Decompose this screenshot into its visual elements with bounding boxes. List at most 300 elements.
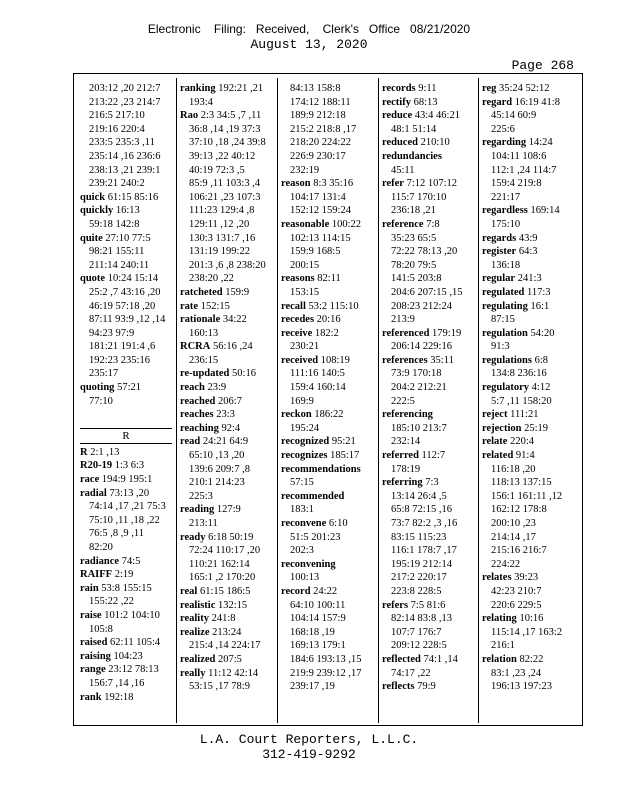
index-page-refs: 16:19 41:8 — [514, 96, 560, 108]
spacer — [80, 408, 172, 422]
index-page-refs: 235:14 ,16 236:6 — [89, 150, 161, 162]
index-page-refs: 2:3 34:5 ,7 ,11 — [200, 110, 262, 122]
index-page-refs: 23:3 — [216, 409, 235, 421]
index-page-refs: 118:13 137:15 — [491, 477, 552, 489]
index-page-refs: 219:16 220:4 — [89, 123, 145, 135]
index-page-refs: 87:11 93:9 ,12 ,14 — [89, 314, 166, 326]
index-page-refs: 57:15 — [290, 477, 314, 489]
index-page-refs: 42:23 210:7 — [491, 585, 542, 597]
index-entry — [281, 177, 375, 191]
index-page-refs: 159:4 219:8 — [491, 178, 542, 190]
index-page-refs: 107:7 176:7 — [391, 626, 442, 638]
index-page-refs: 105:8 — [89, 623, 113, 635]
index-page-refs: 43:9 — [518, 232, 538, 244]
index-entry — [382, 109, 476, 123]
index-entry — [482, 435, 580, 449]
reporter-company: L.A. Court Reporters, L.L.C. — [199, 732, 419, 747]
index-page-refs: 139:6 209:7 ,8 — [189, 463, 250, 475]
index-page-refs: 82:20 — [89, 542, 113, 553]
index-entry — [281, 300, 375, 314]
index-entry — [382, 150, 476, 164]
index-page-refs: 76:5 ,8 ,9 ,11 — [89, 528, 145, 540]
index-term: regulatory — [482, 382, 530, 394]
index-page-refs: 4:12 — [531, 382, 551, 394]
index-page-refs: 83:1 ,23 ,24 — [491, 667, 542, 679]
index-term: rectify — [382, 96, 411, 108]
index-page-refs: 102:13 114:15 — [290, 232, 351, 244]
index-entry — [382, 136, 476, 150]
index-page-refs: 196:13 197:23 — [491, 681, 552, 693]
index-term: rain — [80, 582, 99, 594]
index-page-refs: 8:3 35:16 — [313, 178, 354, 190]
index-term: refer — [382, 178, 404, 190]
column-divider — [478, 78, 479, 723]
index-term: ratcheted — [180, 286, 223, 298]
index-entry — [180, 367, 272, 381]
index-page-refs: 84:13 158:8 — [290, 83, 341, 94]
index-page-refs: 207:5 — [218, 653, 242, 665]
index-page-refs: 204:2 212:21 — [391, 382, 447, 394]
index-page-refs: 65:10 ,13 ,20 — [189, 450, 245, 462]
index-term: relate — [482, 436, 508, 448]
index-page-refs: 225:3 — [189, 490, 213, 502]
index-page-refs: 195:19 212:14 — [391, 558, 452, 570]
index-page-refs: 232:14 — [391, 436, 421, 448]
index-page-refs: 223:8 228:5 — [391, 585, 442, 597]
index-term: quoting — [80, 382, 115, 394]
index-entry — [482, 653, 580, 667]
index-page-refs: 241:8 — [211, 613, 236, 625]
index-page-refs: 222:5 — [391, 395, 415, 407]
index-page-refs: 179:19 — [432, 327, 462, 339]
index-page-refs: 192:23 235:16 — [89, 354, 150, 366]
index-page-refs: 64:3 — [518, 246, 538, 258]
index-term: recognized — [281, 436, 330, 448]
index-page-refs: 209:12 228:5 — [391, 640, 447, 652]
index-page-refs: 2:1 ,13 — [90, 446, 120, 458]
reporter-phone: 312-419-9292 — [262, 747, 356, 762]
index-page-refs: 215:4 ,14 224:17 — [189, 640, 261, 652]
index-page-refs: 92:4 — [221, 422, 241, 434]
index-term: really — [180, 667, 206, 679]
index-entry — [482, 354, 580, 368]
index-term: R20-19 — [80, 460, 113, 472]
index-term: recall — [281, 300, 306, 312]
index-page-refs: 200:15 — [290, 259, 320, 271]
page-number: Page 268 — [511, 58, 574, 73]
index-page-refs: 10:16 — [519, 613, 544, 625]
index-page-refs: 56:16 ,24 — [212, 341, 253, 353]
index-column-2 — [180, 82, 272, 719]
index-page-refs: 53:15 ,17 78:9 — [189, 681, 250, 693]
index-page-refs: 87:15 — [491, 314, 515, 326]
index-entry — [382, 653, 476, 667]
index-page-refs: 174:12 188:11 — [290, 96, 351, 108]
index-page-refs: 98:21 155:11 — [89, 246, 145, 258]
index-page-refs: 23:9 — [207, 382, 227, 394]
index-entry — [80, 272, 172, 286]
index-page-refs: 39:13 ,22 40:12 — [189, 150, 256, 162]
index-page-refs: 224:22 — [491, 558, 521, 570]
index-term: quickly — [80, 205, 114, 217]
index-page-refs: 136:18 — [491, 259, 521, 271]
index-page-refs: 40:19 72:3 ,5 — [189, 164, 245, 176]
index-page-refs: 53:8 155:15 — [101, 582, 152, 594]
index-page-refs: 195:24 — [290, 422, 320, 434]
index-page-refs: 232:19 — [290, 164, 320, 176]
index-page-refs: 156:7 ,14 ,16 — [89, 677, 145, 689]
index-term: relation — [482, 653, 517, 665]
index-page-refs: 213:9 — [391, 314, 415, 326]
index-page-refs: 24:21 64:9 — [202, 436, 249, 448]
index-page-refs: 2:19 — [114, 569, 134, 581]
index-entry — [180, 82, 272, 96]
index-entry — [281, 585, 375, 599]
index-page-refs: 112:7 — [421, 450, 446, 462]
index-term: reg — [482, 83, 497, 94]
index-term: reached — [180, 395, 216, 407]
index-entry — [281, 449, 375, 463]
index-page-refs: 50:16 — [232, 368, 256, 380]
index-entry — [80, 568, 172, 582]
index-page-refs: 202:3 — [290, 545, 314, 557]
index-term: regardless — [482, 205, 528, 217]
index-entry — [281, 408, 375, 422]
index-page-refs: 34:22 — [222, 314, 247, 326]
index-page-refs: 100:22 — [331, 218, 362, 230]
index-page-refs: 203:12 ,20 212:7 — [89, 83, 161, 94]
index-term: regular — [482, 273, 516, 285]
index-page-refs: 27:10 77:5 — [105, 232, 151, 244]
index-entry — [482, 204, 580, 218]
index-term: relating — [482, 613, 517, 625]
index-term: reaching — [180, 422, 219, 434]
index-entry — [180, 667, 272, 681]
index-page-refs: 152:12 159:24 — [290, 205, 351, 217]
index-page-refs: 73:13 ,20 — [109, 487, 150, 499]
index-entry — [281, 354, 375, 368]
index-page-refs: 134:8 236:16 — [491, 368, 547, 380]
index-page-refs: 115:7 170:10 — [391, 191, 447, 203]
index-term: rank — [80, 691, 102, 703]
index-term: reject — [482, 409, 508, 421]
index-entry — [482, 136, 580, 150]
index-page-refs: 116:18 ,20 — [491, 463, 536, 475]
index-entry — [281, 435, 375, 449]
index-page-refs: 59:18 142:8 — [89, 218, 140, 230]
index-entry — [80, 663, 172, 677]
index-entry — [382, 354, 476, 368]
index-entry — [180, 531, 272, 545]
index-term: quote — [80, 273, 106, 285]
index-page-refs: 82:11 — [317, 273, 341, 285]
index-term: refers — [382, 599, 409, 611]
index-page-refs: 169:13 179:1 — [290, 640, 346, 652]
index-page-refs: 6:8 — [534, 354, 549, 366]
index-page-refs: 189:9 212:18 — [290, 110, 346, 122]
index-page-refs: 57:21 — [117, 382, 141, 394]
index-entry — [482, 245, 580, 259]
index-page-refs: 213:22 ,23 214:7 — [89, 96, 161, 108]
index-page-refs: 185:17 — [330, 450, 360, 462]
column-divider — [378, 78, 379, 723]
index-page-refs: 54:20 — [530, 327, 555, 339]
index-page-refs: 53:2 115:10 — [308, 300, 359, 312]
index-entry — [180, 313, 272, 327]
index-entry — [80, 446, 172, 460]
index-page-refs: 37:10 ,18 ,24 39:8 — [189, 137, 266, 149]
index-page-refs: 106:21 ,23 107:3 — [189, 191, 261, 203]
index-term: recognizes — [281, 450, 328, 462]
index-page-refs: 216:1 — [491, 640, 515, 652]
index-term: receive — [281, 327, 313, 339]
index-entry — [180, 653, 272, 667]
index-page-refs: 221:17 — [491, 191, 521, 203]
index-entry — [482, 422, 580, 436]
index-column-5 — [482, 82, 580, 719]
index-entry — [80, 609, 172, 623]
index-page-refs: 91:3 — [491, 341, 510, 353]
index-page-refs: 159:4 160:14 — [290, 382, 346, 394]
index-term: regarding — [482, 137, 527, 149]
index-entry — [281, 218, 375, 232]
index-page-refs: 193:4 — [189, 96, 213, 108]
index-term: ranking — [180, 83, 216, 94]
index-term: reduced — [382, 137, 418, 149]
index-page-refs: 192:18 — [104, 691, 134, 703]
index-term: reflects — [382, 681, 415, 693]
index-page-refs: 131:19 199:22 — [189, 246, 250, 258]
index-page-refs: 79:9 — [417, 681, 436, 693]
index-page-refs: 115:14 ,17 163:2 — [491, 626, 563, 638]
index-page-refs: 215:2 218:8 ,17 — [290, 123, 357, 135]
index-page-refs: 101:2 104:10 — [104, 609, 160, 621]
index-entry — [382, 599, 476, 613]
index-term: reconvening — [281, 558, 336, 570]
index-entry — [281, 272, 375, 286]
index-term: rationale — [180, 314, 221, 326]
index-page-refs: 159:9 — [225, 286, 250, 298]
index-term: references — [382, 354, 428, 366]
index-page-refs: 75:10 ,11 ,18 ,22 — [89, 514, 160, 526]
index-page-refs: 206:7 — [218, 395, 242, 407]
index-page-refs: 204:6 207:15 ,15 — [391, 286, 463, 298]
index-term: reach — [180, 382, 205, 394]
index-page-refs: 152:15 — [200, 300, 230, 312]
index-page-refs: 129:11 ,12 ,20 — [189, 218, 250, 230]
index-page-refs: 74:14 ,17 ,21 75:3 — [89, 501, 166, 513]
index-page-refs: 200:10 ,23 — [491, 518, 536, 529]
index-page-refs: 9:11 — [418, 83, 437, 94]
index-term: RAIFF — [80, 569, 113, 581]
index-term: relates — [482, 572, 512, 584]
index-column-3 — [281, 82, 375, 719]
index-page-refs: 68:13 — [413, 96, 438, 108]
index-term: raised — [80, 637, 108, 649]
index-page-refs: 78:20 79:5 — [391, 259, 437, 271]
index-page-refs: 213:24 — [212, 626, 242, 638]
index-page-refs: 182:2 — [314, 327, 339, 339]
index-term: regard — [482, 96, 513, 108]
index-term: related — [482, 450, 514, 462]
index-page-refs: 219:9 239:12 ,17 — [290, 667, 362, 679]
index-page-refs: 181:21 191:4 ,6 — [89, 341, 156, 353]
index-page-refs: 162:12 178:8 — [491, 504, 547, 516]
index-term: RCRA — [180, 341, 211, 353]
index-page-refs: 7:3 — [425, 477, 439, 489]
index-page-refs: 7:5 81:6 — [410, 599, 446, 611]
index-page-refs: 104:11 108:6 — [491, 150, 547, 162]
index-page-refs: 111:16 140:5 — [290, 368, 345, 380]
index-page-refs: 91:4 — [515, 450, 535, 462]
index-page-refs: 77:10 — [89, 395, 113, 407]
index-page-refs: 94:23 97:9 — [89, 327, 135, 339]
index-entry — [382, 449, 476, 463]
index-term: reckon — [281, 409, 312, 421]
index-page-refs: 194:9 195:1 — [101, 474, 153, 486]
index-entry — [482, 571, 580, 585]
index-entry — [80, 473, 172, 487]
index-page-refs: 175:10 — [491, 218, 521, 230]
index-entry — [482, 449, 580, 463]
index-entry — [80, 459, 172, 473]
index-entry — [180, 109, 272, 123]
index-term: reading — [180, 504, 215, 516]
index-page-refs: 218:20 224:22 — [290, 137, 351, 149]
index-term: reality — [180, 613, 209, 625]
index-entry — [382, 96, 476, 110]
index-term: referencing — [382, 409, 433, 421]
index-entry — [281, 463, 375, 477]
index-page-refs: 127:9 — [216, 504, 241, 516]
index-page-refs: 74:1 ,14 — [423, 653, 458, 665]
index-entry — [482, 232, 580, 246]
index-term: rate — [180, 300, 199, 312]
index-page-refs: 73:9 170:18 — [391, 368, 442, 380]
index-term: read — [180, 436, 201, 448]
index-page-refs: 51:5 201:23 — [290, 531, 341, 543]
index-term: raise — [80, 609, 102, 621]
index-page-refs: 241:3 — [517, 273, 542, 285]
index-page-refs: 35:24 52:12 — [499, 83, 550, 94]
index-page-refs: 7:12 107:12 — [406, 178, 458, 190]
index-page-refs: 104:23 — [113, 650, 143, 662]
index-page-refs: 111:21 — [510, 409, 539, 421]
index-entry — [180, 422, 272, 436]
index-entry — [281, 517, 375, 531]
index-page-refs: 238:20 ,22 — [189, 273, 234, 285]
index-page-refs: 72:22 78:13 ,20 — [391, 246, 458, 258]
index-page-refs: 201:3 ,6 ,8 238:20 — [189, 259, 266, 271]
index-page-refs: 61:15 85:16 — [107, 191, 159, 203]
index-term: received — [281, 354, 319, 366]
index-term: R — [80, 446, 88, 458]
index-term: reason — [281, 178, 311, 190]
index-page-refs: 236:18 ,21 — [391, 205, 436, 217]
index-page-refs: 6:18 50:19 — [208, 531, 254, 543]
index-page-refs: 61:15 186:5 — [199, 585, 251, 597]
index-page-refs: 169:14 — [530, 205, 560, 217]
index-term: quick — [80, 191, 106, 203]
index-page-refs: 65:8 72:15 ,16 — [391, 504, 452, 516]
index-page-refs: 211:14 240:11 — [89, 259, 150, 271]
index-page-refs: 73:7 82:2 ,3 ,16 — [391, 518, 458, 529]
index-term: recedes — [281, 314, 315, 326]
index-page-refs: 226:9 230:17 — [290, 150, 346, 162]
index-page-refs: 25:2 ,7 43:16 ,20 — [89, 286, 161, 298]
index-page-refs: 215:16 216:7 — [491, 545, 547, 557]
index-term: reaches — [180, 409, 214, 421]
index-entry — [180, 599, 272, 613]
index-entry — [80, 650, 172, 664]
index-page-refs: 20:16 — [316, 314, 341, 326]
filing-stamp: Electronic Filing: Received, Clerk's Office 08/21/2020 — [147, 22, 471, 36]
index-page-refs: 217:2 220:17 — [391, 572, 447, 584]
index-term: reflected — [382, 653, 421, 665]
index-term: regards — [482, 232, 517, 244]
index-entry — [281, 327, 375, 341]
index-page-refs: 11:12 42:14 — [208, 667, 259, 679]
index-page-refs: 206:14 229:16 — [391, 341, 452, 353]
index-page-refs: 6:10 — [328, 518, 348, 529]
index-term: regulating — [482, 300, 528, 312]
index-term: record — [281, 585, 311, 597]
index-term: referred — [382, 450, 419, 462]
index-page-refs: 112:1 ,24 114:7 — [491, 164, 557, 176]
index-entry — [382, 476, 476, 490]
index-term: referenced — [382, 327, 430, 339]
section-letter-heading: R — [80, 428, 172, 444]
index-entry — [382, 680, 476, 694]
index-entry — [382, 408, 476, 422]
index-entry — [482, 327, 580, 341]
index-page-refs: 165:1 ,2 170:20 — [189, 572, 256, 584]
index-column-4 — [382, 82, 476, 719]
index-term: reconvene — [281, 518, 327, 529]
index-entry — [80, 582, 172, 596]
index-page-refs: 95:21 — [331, 436, 356, 448]
index-page-refs: 104:17 131:4 — [290, 191, 346, 203]
index-entry — [180, 612, 272, 626]
index-term: redundancies — [382, 150, 442, 162]
index-page-refs: 14:24 — [528, 137, 553, 149]
index-page-refs: 155:22 ,22 — [89, 596, 134, 608]
index-page-refs: 117:3 — [527, 286, 551, 298]
index-page-refs: 153:15 — [290, 286, 320, 298]
index-entry — [482, 612, 580, 626]
index-page-refs: 132:15 — [218, 599, 248, 611]
index-page-refs: 225:6 — [491, 123, 515, 135]
index-page-refs: 178:19 — [391, 463, 421, 475]
index-term: recommendations — [281, 463, 361, 475]
index-term: register — [482, 246, 517, 258]
index-page-refs: 156:1 161:11 ,12 — [491, 490, 563, 502]
index-term: Rao — [180, 110, 199, 122]
index-entry — [482, 300, 580, 314]
index-page-refs: 43:4 46:21 — [414, 110, 460, 122]
index-entry — [80, 487, 172, 501]
index-page-refs: 216:5 217:10 — [89, 110, 145, 122]
index-page-refs: 168:18 ,19 — [290, 626, 335, 638]
index-page-refs: 1:3 6:3 — [114, 460, 145, 472]
index-term: reduce — [382, 110, 413, 122]
index-entry — [80, 232, 172, 246]
index-page-refs: 185:10 213:7 — [391, 422, 447, 434]
index-page-refs: 239:21 240:2 — [89, 178, 145, 190]
index-page-refs: 160:13 — [189, 327, 219, 339]
index-term: reference — [382, 218, 424, 230]
index-term: regulated — [482, 286, 525, 298]
